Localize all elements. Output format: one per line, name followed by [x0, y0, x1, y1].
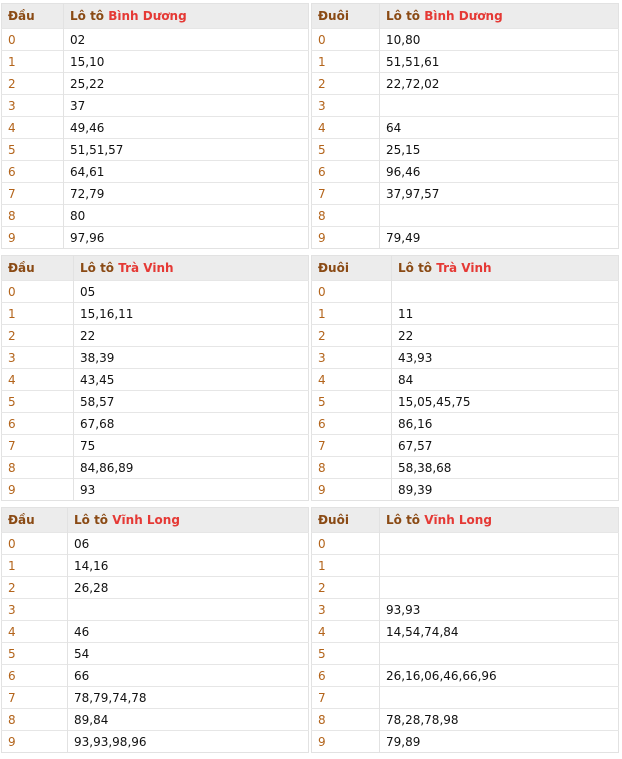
digit-cell: 9: [2, 479, 74, 501]
numbers-cell: 58,38,68: [392, 457, 619, 479]
numbers-cell: [380, 577, 619, 599]
table-row: [2, 687, 309, 709]
loto-label: Lô tô: [80, 261, 115, 275]
table-row: [312, 95, 619, 117]
digit-cell: 8: [2, 205, 64, 227]
province-name[interactable]: Trà Vinh: [118, 261, 174, 275]
digit-cell: 5: [312, 139, 380, 161]
province-row: [1, 255, 619, 501]
digit-cell: 7: [312, 687, 380, 709]
numbers-cell: 15,10: [64, 51, 309, 73]
loto-label: Lô tô: [386, 513, 421, 527]
numbers-cell: 22,72,02: [380, 73, 619, 95]
table-row: [2, 303, 309, 325]
table-row: [312, 369, 619, 391]
table-row: [312, 183, 619, 205]
table-row: [312, 599, 619, 621]
table-row: [312, 709, 619, 731]
digit-cell: 1: [2, 303, 74, 325]
dau-header: Đầu: [2, 256, 74, 281]
table-row: [2, 183, 309, 205]
digit-cell: 4: [2, 117, 64, 139]
digit-cell: 6: [312, 161, 380, 183]
numbers-cell: [68, 599, 309, 621]
loto-duoi-table: [311, 507, 619, 753]
digit-cell: 0: [2, 533, 68, 555]
numbers-cell: 75: [74, 435, 309, 457]
numbers-cell: 05: [74, 281, 309, 303]
numbers-cell: 25,22: [64, 73, 309, 95]
table-row: [312, 325, 619, 347]
digit-cell: 7: [2, 183, 64, 205]
table-row: [312, 227, 619, 249]
numbers-cell: [380, 687, 619, 709]
table-row: [312, 687, 619, 709]
province-row: [1, 3, 619, 249]
digit-cell: 1: [2, 555, 68, 577]
province-name[interactable]: Bình Dương: [424, 9, 503, 23]
table-row: [312, 533, 619, 555]
digit-cell: 3: [2, 347, 74, 369]
table-row: [312, 205, 619, 227]
table-row: [2, 665, 309, 687]
digit-cell: 0: [312, 533, 380, 555]
table-row: [312, 643, 619, 665]
province-name[interactable]: Vĩnh Long: [424, 513, 492, 527]
table-row: [2, 205, 309, 227]
numbers-cell: 54: [68, 643, 309, 665]
digit-cell: 2: [312, 577, 380, 599]
table-row: [2, 139, 309, 161]
table-row: [2, 29, 309, 51]
table-row: [312, 665, 619, 687]
numbers-cell: 15,16,11: [74, 303, 309, 325]
loto-header: [74, 256, 309, 281]
digit-cell: 7: [2, 687, 68, 709]
digit-cell: 5: [2, 391, 74, 413]
numbers-cell: 72,79: [64, 183, 309, 205]
numbers-cell: 51,51,61: [380, 51, 619, 73]
table-row: [312, 731, 619, 753]
numbers-cell: 86,16: [392, 413, 619, 435]
digit-cell: 3: [312, 599, 380, 621]
numbers-cell: 80: [64, 205, 309, 227]
loto-grid: [1, 3, 619, 759]
province-name[interactable]: Trà Vinh: [436, 261, 492, 275]
table-row: [312, 281, 619, 303]
digit-cell: 2: [2, 325, 74, 347]
table-row: [2, 95, 309, 117]
numbers-cell: 67,57: [392, 435, 619, 457]
digit-cell: 5: [312, 391, 392, 413]
numbers-cell: 25,15: [380, 139, 619, 161]
digit-cell: 4: [2, 621, 68, 643]
digit-cell: 9: [312, 731, 380, 753]
table-row: [2, 161, 309, 183]
numbers-cell: 02: [64, 29, 309, 51]
table-row: [312, 391, 619, 413]
digit-cell: 5: [312, 643, 380, 665]
digit-cell: 8: [2, 709, 68, 731]
digit-cell: 0: [2, 281, 74, 303]
numbers-cell: 96,46: [380, 161, 619, 183]
digit-cell: 9: [2, 731, 68, 753]
table-row: [2, 73, 309, 95]
loto-header: [64, 4, 309, 29]
digit-cell: 4: [312, 117, 380, 139]
numbers-cell: [392, 281, 619, 303]
digit-cell: 8: [312, 457, 392, 479]
numbers-cell: [380, 555, 619, 577]
loto-dau-table: [1, 255, 309, 501]
digit-cell: 8: [312, 709, 380, 731]
loto-duoi-table: [311, 3, 619, 249]
numbers-cell: 93,93,98,96: [68, 731, 309, 753]
digit-cell: 2: [2, 73, 64, 95]
table-row: [312, 621, 619, 643]
table-row: [312, 577, 619, 599]
table-row: [2, 577, 309, 599]
table-row: [2, 325, 309, 347]
numbers-cell: 43,93: [392, 347, 619, 369]
digit-cell: 2: [312, 325, 392, 347]
numbers-cell: 58,57: [74, 391, 309, 413]
table-row: [312, 139, 619, 161]
digit-cell: 5: [2, 643, 68, 665]
table-row: [2, 709, 309, 731]
numbers-cell: [380, 643, 619, 665]
table-row: [2, 413, 309, 435]
table-row: [2, 435, 309, 457]
digit-cell: 8: [312, 205, 380, 227]
duoi-header: Đuôi: [312, 256, 392, 281]
digit-cell: 1: [2, 51, 64, 73]
table-row: [2, 643, 309, 665]
table-row: [312, 435, 619, 457]
loto-dau-table: [1, 507, 309, 753]
loto-dau-table: [1, 3, 309, 249]
loto-duoi-table: [311, 255, 619, 501]
table-row: [2, 391, 309, 413]
digit-cell: 6: [2, 413, 74, 435]
numbers-cell: 37: [64, 95, 309, 117]
table-row: [312, 555, 619, 577]
table-row: [312, 479, 619, 501]
numbers-cell: 97,96: [64, 227, 309, 249]
numbers-cell: 93,93: [380, 599, 619, 621]
duoi-header: Đuôi: [312, 508, 380, 533]
table-row: [312, 413, 619, 435]
digit-cell: 1: [312, 555, 380, 577]
numbers-cell: 84,86,89: [74, 457, 309, 479]
numbers-cell: 26,16,06,46,66,96: [380, 665, 619, 687]
digit-cell: 6: [2, 665, 68, 687]
numbers-cell: 84: [392, 369, 619, 391]
table-row: [312, 29, 619, 51]
loto-header: [68, 508, 309, 533]
numbers-cell: 78,28,78,98: [380, 709, 619, 731]
digit-cell: 5: [2, 139, 64, 161]
numbers-cell: 66: [68, 665, 309, 687]
loto-header: [392, 256, 619, 281]
numbers-cell: 43,45: [74, 369, 309, 391]
numbers-cell: [380, 533, 619, 555]
digit-cell: 4: [312, 621, 380, 643]
digit-cell: 4: [312, 369, 392, 391]
numbers-cell: 49,46: [64, 117, 309, 139]
digit-cell: 9: [312, 479, 392, 501]
province-row: [1, 507, 619, 753]
table-row: [2, 731, 309, 753]
table-row: [2, 281, 309, 303]
numbers-cell: 10,80: [380, 29, 619, 51]
numbers-cell: 06: [68, 533, 309, 555]
dau-header: Đầu: [2, 508, 68, 533]
digit-cell: 6: [312, 413, 392, 435]
table-row: [312, 457, 619, 479]
digit-cell: 2: [2, 577, 68, 599]
loto-label: Lô tô: [386, 9, 421, 23]
table-row: [312, 347, 619, 369]
table-row: [312, 117, 619, 139]
numbers-cell: [380, 95, 619, 117]
numbers-cell: 93: [74, 479, 309, 501]
digit-cell: 3: [312, 347, 392, 369]
numbers-cell: 64,61: [64, 161, 309, 183]
province-name[interactable]: Bình Dương: [108, 9, 187, 23]
table-row: [2, 621, 309, 643]
digit-cell: 4: [2, 369, 74, 391]
digit-cell: 7: [2, 435, 74, 457]
digit-cell: 8: [2, 457, 74, 479]
numbers-cell: 26,28: [68, 577, 309, 599]
digit-cell: 9: [312, 227, 380, 249]
digit-cell: 0: [312, 281, 392, 303]
digit-cell: 0: [2, 29, 64, 51]
province-name[interactable]: Vĩnh Long: [112, 513, 180, 527]
table-row: [2, 369, 309, 391]
digit-cell: 3: [2, 95, 64, 117]
table-row: [2, 533, 309, 555]
digit-cell: 6: [2, 161, 64, 183]
table-row: [312, 303, 619, 325]
digit-cell: 7: [312, 435, 392, 457]
dau-header: Đầu: [2, 4, 64, 29]
table-row: [2, 599, 309, 621]
numbers-cell: 78,79,74,78: [68, 687, 309, 709]
table-row: [2, 117, 309, 139]
table-row: [2, 555, 309, 577]
table-row: [2, 51, 309, 73]
numbers-cell: 89,39: [392, 479, 619, 501]
numbers-cell: 67,68: [74, 413, 309, 435]
table-row: [2, 457, 309, 479]
digit-cell: 1: [312, 51, 380, 73]
digit-cell: 9: [2, 227, 64, 249]
loto-label: Lô tô: [74, 513, 109, 527]
numbers-cell: 79,89: [380, 731, 619, 753]
numbers-cell: 22: [392, 325, 619, 347]
table-row: [312, 161, 619, 183]
table-row: [312, 51, 619, 73]
numbers-cell: 14,54,74,84: [380, 621, 619, 643]
numbers-cell: 89,84: [68, 709, 309, 731]
numbers-cell: 15,05,45,75: [392, 391, 619, 413]
loto-label: Lô tô: [398, 261, 433, 275]
numbers-cell: 64: [380, 117, 619, 139]
numbers-cell: 51,51,57: [64, 139, 309, 161]
numbers-cell: 22: [74, 325, 309, 347]
digit-cell: 3: [312, 95, 380, 117]
duoi-header: Đuôi: [312, 4, 380, 29]
numbers-cell: 37,97,57: [380, 183, 619, 205]
loto-header: [380, 508, 619, 533]
digit-cell: 7: [312, 183, 380, 205]
table-row: [2, 227, 309, 249]
numbers-cell: 46: [68, 621, 309, 643]
digit-cell: 6: [312, 665, 380, 687]
loto-header: [380, 4, 619, 29]
table-row: [312, 73, 619, 95]
digit-cell: 1: [312, 303, 392, 325]
numbers-cell: 38,39: [74, 347, 309, 369]
numbers-cell: [380, 205, 619, 227]
loto-label: Lô tô: [70, 9, 105, 23]
numbers-cell: 14,16: [68, 555, 309, 577]
digit-cell: 2: [312, 73, 380, 95]
digit-cell: 0: [312, 29, 380, 51]
digit-cell: 3: [2, 599, 68, 621]
numbers-cell: 79,49: [380, 227, 619, 249]
table-row: [2, 347, 309, 369]
numbers-cell: 11: [392, 303, 619, 325]
table-row: [2, 479, 309, 501]
